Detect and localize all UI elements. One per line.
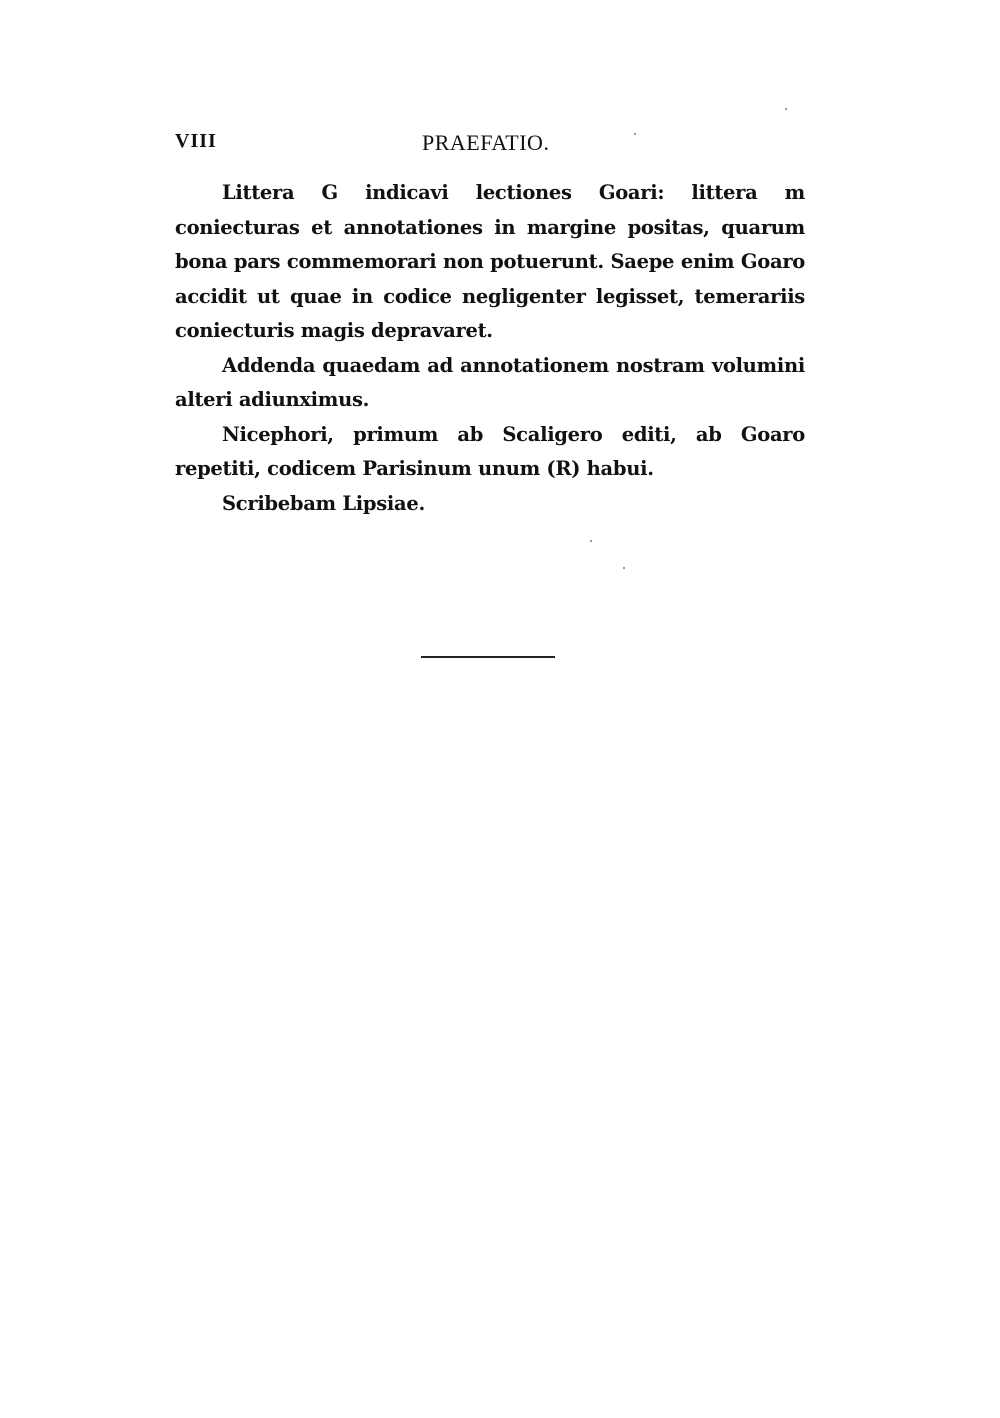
paragraph-signature: Scribebam Lipsiae. — [222, 491, 425, 515]
paragraph-nicephorus: Nicephori, primum ab Scaligero editi, ab Goaro repetiti, codicem Parisinum unum (R) habui. — [175, 422, 805, 480]
page-number: VIII — [175, 130, 217, 152]
paragraph-sigla: Littera G indicavi lectiones Goari: littera m coniecturas et annotationes in margine positas, quarum bona pars commemorari non potuerunt. Saepe enim Goaro accidit ut quae in codice negligenter legisset, temerariis coniecturis magis depravaret. — [175, 181, 805, 342]
header-title: PRAEFATIO. — [422, 130, 550, 155]
paragraph-addenda: Addenda quaedam ad annotationem nostram volumini alteri adiunximus. — [175, 353, 805, 411]
running-head — [175, 130, 805, 160]
scan-speck — [785, 108, 787, 110]
end-rule — [421, 656, 555, 658]
scan-speck — [590, 540, 592, 542]
scan-speck — [634, 133, 636, 135]
preface-body — [175, 176, 805, 521]
scan-speck — [623, 567, 625, 569]
